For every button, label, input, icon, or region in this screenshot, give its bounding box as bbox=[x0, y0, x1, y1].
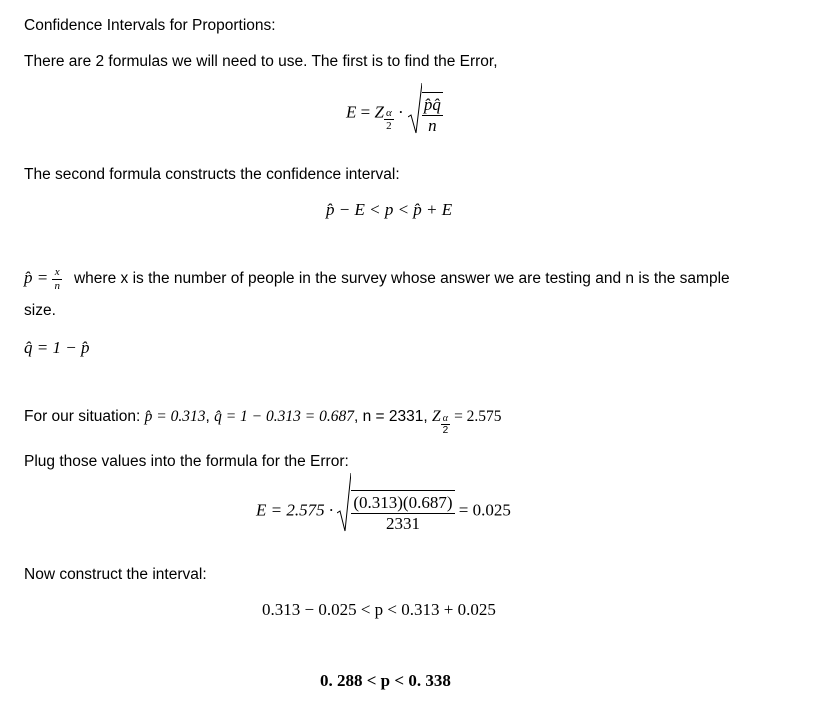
phat-definition bbox=[24, 266, 730, 292]
second-formula-text: The second formula constructs the confidence interval: bbox=[24, 166, 400, 183]
formula2-rhs: = 0.025 bbox=[454, 500, 511, 520]
situation-qhat: q̂ = 1 − 0.313 = 0.687 bbox=[214, 408, 354, 425]
formula1-z: Z bbox=[374, 102, 384, 122]
situation-prefix: For our situation: bbox=[24, 408, 145, 425]
qhat-definition: q̂ = 1 − p̂ bbox=[24, 338, 90, 357]
situation-line: For our situation: p̂ = 0.313, q̂ = 1 − 0.313 = 0.687, n = 2331, Z $\frac{\alpha}{2}$ = 2.575 bbox=[24, 408, 502, 436]
situation-phat: p̂ = 0.313 bbox=[144, 408, 206, 425]
formula2-fraction bbox=[351, 493, 454, 533]
formula1-sub-num: α bbox=[385, 106, 392, 119]
phat-fraction bbox=[52, 266, 62, 292]
formula1-fraction bbox=[422, 95, 443, 135]
intro-text: There are 2 formulas we will need to use. The first is to find the Error, bbox=[24, 53, 498, 70]
title: Confidence Intervals for Proportions: bbox=[24, 17, 276, 34]
formula2-num: (0.313)(0.687) bbox=[353, 493, 453, 512]
final-interval: 0. 288 < p < 0. 338 bbox=[320, 671, 451, 690]
sqrt-sign-icon bbox=[337, 473, 351, 533]
phat-lhs: p̂ = bbox=[24, 268, 53, 288]
phat-text: where x is the number of people in the survey whose answer we are testing and n is the sample bbox=[73, 270, 730, 288]
formula1-den: n bbox=[428, 115, 437, 135]
formula1-sqrt bbox=[408, 92, 443, 135]
formula1-sub-den: 2 bbox=[386, 120, 392, 133]
situation-sub-den: 2 bbox=[442, 425, 449, 436]
situation-n: n = 2331 bbox=[362, 408, 424, 425]
formula1-eq: = bbox=[356, 102, 375, 122]
error-calculation bbox=[256, 490, 511, 533]
formula2-den: 2331 bbox=[385, 513, 420, 533]
situation-sub-num: α bbox=[441, 413, 451, 426]
phat-num: x bbox=[52, 266, 62, 280]
formula2-lhs: E = 2.575 · bbox=[256, 500, 338, 520]
situation-z: Z bbox=[432, 408, 441, 425]
construct-text: Now construct the interval: bbox=[24, 566, 207, 583]
phat-den: n bbox=[54, 279, 60, 292]
formula1-dot: · bbox=[393, 102, 408, 122]
situation-sub bbox=[441, 413, 451, 437]
situation-zval: = 2.575 bbox=[450, 408, 502, 425]
phat-text-cont: size. bbox=[24, 302, 56, 319]
formula1-lhs: E bbox=[346, 102, 357, 122]
interval-calculation: 0.313 − 0.025 < p < 0.313 + 0.025 bbox=[262, 600, 496, 619]
formula2-sqrt bbox=[337, 490, 454, 533]
plug-text: Plug those values into the formula for the Error: bbox=[24, 453, 349, 470]
formula1-num: p̂q̂ bbox=[423, 95, 441, 114]
interval-formula: p̂ − E < p < p̂ + E bbox=[326, 200, 453, 219]
error-formula bbox=[346, 92, 443, 135]
sqrt-sign-icon bbox=[408, 83, 422, 135]
formula1-sub bbox=[384, 107, 394, 133]
